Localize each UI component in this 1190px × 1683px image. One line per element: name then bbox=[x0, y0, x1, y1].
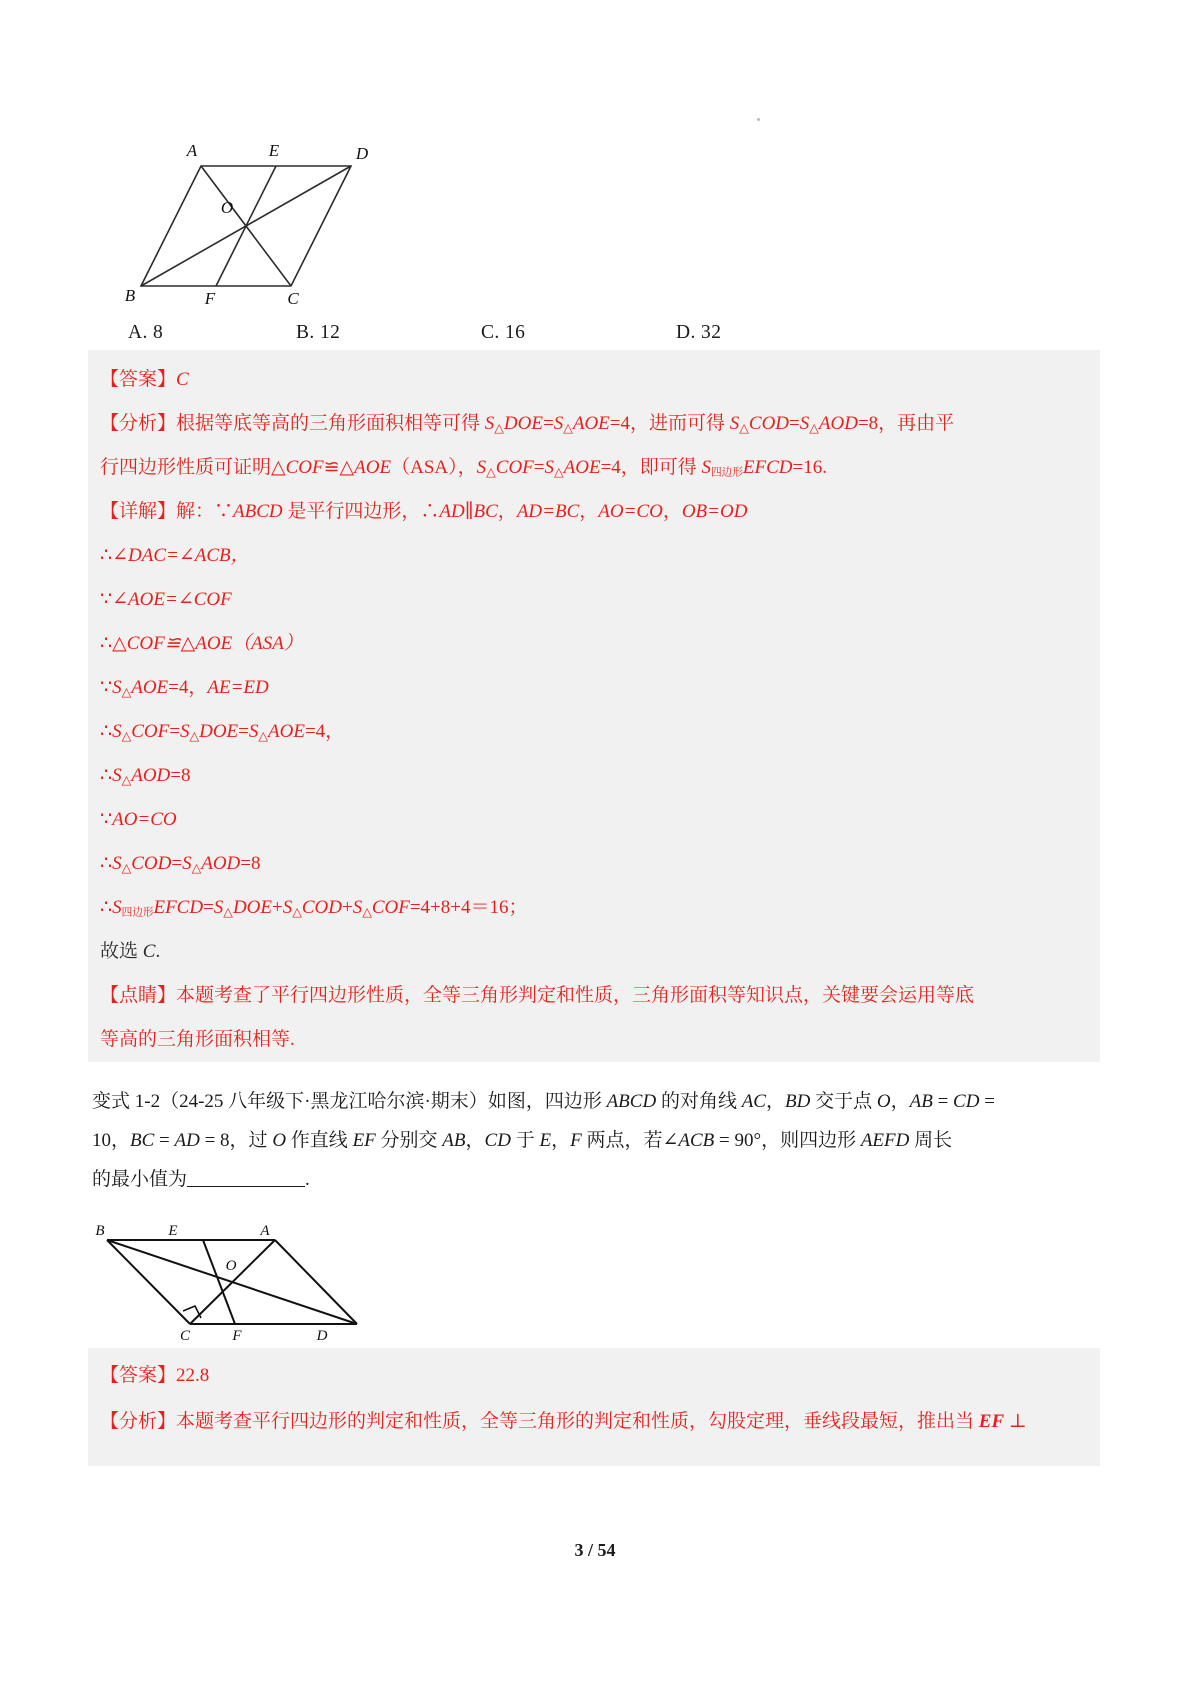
choice-c[interactable] bbox=[481, 322, 525, 344]
figure1-label-C: C bbox=[287, 289, 299, 306]
sym-name: AOE bbox=[572, 413, 610, 434]
sym-name: AOD bbox=[818, 413, 858, 434]
figure-parallelogram-abcd bbox=[96, 126, 396, 306]
sym-s: S bbox=[544, 457, 554, 478]
choice-d[interactable] bbox=[676, 322, 721, 344]
detail-line-1 bbox=[100, 500, 1088, 524]
sym-acb: ACB bbox=[678, 1130, 715, 1151]
statement-text: 如图，四边形 bbox=[487, 1091, 607, 1112]
sym-eq: =4，即可得 bbox=[600, 457, 702, 478]
sym-eq: =4+8+4＝16； bbox=[409, 897, 528, 918]
answer-blank[interactable] bbox=[187, 1169, 305, 1187]
side-ad bbox=[275, 1240, 357, 1324]
sym-plus: + bbox=[272, 897, 283, 918]
sym-sub: △ bbox=[223, 904, 233, 919]
sym-eq: = bbox=[789, 413, 800, 434]
sym-plus: + bbox=[341, 897, 353, 918]
analysis-line-2 bbox=[100, 1410, 1088, 1434]
sym-eq: = bbox=[533, 457, 545, 478]
sym-ae-eq-ed: AE=ED bbox=[207, 677, 269, 698]
statement-text: 10， bbox=[92, 1130, 131, 1151]
choice-b-value: 12 bbox=[319, 322, 341, 343]
insight-tag: 【点睛】 bbox=[100, 985, 177, 1006]
statement-sep: ， bbox=[465, 1130, 485, 1151]
therefore-symbol: ∴ bbox=[100, 853, 113, 874]
statement-text: 于 bbox=[510, 1130, 540, 1151]
sym-s: S bbox=[112, 853, 122, 874]
figure-2-svg bbox=[85, 1222, 405, 1342]
sym-name: AOD bbox=[201, 853, 241, 874]
statement-text: = 90°，则四边形 bbox=[714, 1130, 861, 1151]
statement-text: 交于点 bbox=[810, 1091, 877, 1112]
segment-ef bbox=[216, 166, 276, 286]
sym-name: DOE bbox=[199, 721, 239, 742]
figure1-label-E: E bbox=[268, 141, 280, 160]
step-line-5 bbox=[100, 676, 1088, 704]
choice-b[interactable] bbox=[296, 322, 340, 344]
statement-period: . bbox=[305, 1169, 310, 1190]
sym-cd: CD bbox=[953, 1091, 980, 1112]
analysis-text-2: 行四边形性质可证明△ bbox=[100, 457, 286, 478]
sym-eq: =4，进而可得 bbox=[609, 413, 730, 434]
sym-sub-cn: 四边形 bbox=[121, 907, 154, 919]
statement-text: 周长 bbox=[909, 1130, 953, 1151]
sym-sub: △ bbox=[121, 684, 132, 699]
sym-ad-eq-bc: AD=BC bbox=[516, 501, 580, 522]
sym-sub: △ bbox=[494, 420, 504, 435]
sym-eq: = bbox=[238, 721, 249, 742]
sym-abcd: ABCD bbox=[606, 1091, 657, 1112]
statement-text: 分别交 bbox=[375, 1130, 443, 1151]
sym-name: AOD bbox=[131, 765, 171, 786]
analysis-tag-1: 【分析】 bbox=[100, 413, 177, 434]
sym-eq: = bbox=[542, 413, 554, 434]
sym-cong: ≌△ bbox=[323, 457, 355, 478]
therefore-symbol: ∴ bbox=[100, 721, 113, 742]
sym-s: S bbox=[352, 897, 363, 918]
answer-value-1: C bbox=[176, 369, 189, 390]
statement-line-1 bbox=[92, 1082, 1100, 1121]
sym-o: O bbox=[876, 1091, 891, 1112]
sym-bd: BD bbox=[785, 1091, 811, 1112]
analysis-text-2a: 本题考查平行四边形的判定和性质，全等三角形的判定和性质，勾股定理，垂线段最短，推出当 bbox=[176, 1411, 979, 1432]
step-4-body: △COF≌△AOE bbox=[112, 633, 233, 654]
sym-eq: =16. bbox=[792, 457, 827, 478]
sym-sub: △ bbox=[121, 728, 132, 743]
statement-sep: ， bbox=[765, 1091, 785, 1112]
sym-sub: △ bbox=[121, 860, 132, 875]
statement-eq: = bbox=[154, 1130, 175, 1151]
sym-sub: △ bbox=[121, 772, 132, 787]
sym-bc: BC bbox=[130, 1130, 155, 1151]
statement-eq: = bbox=[979, 1091, 995, 1112]
detail-sep: ， bbox=[579, 501, 599, 522]
insight-text-1: 本题考查了平行四边形性质，全等三角形判定和性质，三角形面积等知识点，关键要会运用等底 bbox=[176, 985, 975, 1006]
sym-sub: △ bbox=[563, 420, 573, 435]
sym-abcd: ABCD bbox=[233, 501, 283, 522]
statement-text: 的最小值为 bbox=[92, 1169, 188, 1190]
step-line-10 bbox=[100, 896, 1088, 926]
sym-ad-par-bc: AD∥BC bbox=[439, 501, 498, 522]
statement-source: （24-25 八年级下·黑龙江哈尔滨·期末） bbox=[160, 1091, 488, 1112]
sym-name: AOE bbox=[563, 457, 601, 478]
sym-s: S bbox=[729, 413, 740, 434]
sym-name: COD bbox=[301, 897, 342, 918]
diagonal-ac bbox=[190, 1240, 275, 1324]
answer-line-2 bbox=[100, 1364, 1088, 1388]
therefore-symbol: ∴ bbox=[100, 633, 113, 654]
sym-ad: AD bbox=[174, 1130, 200, 1151]
answer-tag-2: 【答案】 bbox=[100, 1365, 177, 1386]
answer-tag-1: 【答案】 bbox=[100, 369, 177, 390]
choice-d-letter: D. bbox=[676, 322, 696, 343]
sym-sub: △ bbox=[189, 728, 200, 743]
sym-sub: △ bbox=[362, 904, 372, 919]
side-bc bbox=[107, 1240, 190, 1324]
sym-e: E bbox=[539, 1130, 552, 1151]
figure-1-svg bbox=[96, 126, 396, 306]
sym-ao-eq-co: AO=CO bbox=[598, 501, 663, 522]
statement-line-3 bbox=[92, 1160, 1100, 1199]
choice-b-letter: B. bbox=[296, 322, 315, 343]
step-3-body: ∠AOE=∠COF bbox=[112, 589, 232, 610]
step-line-2 bbox=[100, 544, 1088, 568]
sym-o: O bbox=[272, 1130, 287, 1151]
step-line-6 bbox=[100, 720, 1088, 748]
sym-name: COD bbox=[131, 853, 172, 874]
conclusion-line bbox=[100, 940, 1088, 964]
solution-panel-2 bbox=[88, 1348, 1100, 1466]
sym-f: F bbox=[570, 1130, 582, 1151]
choice-c-value: 16 bbox=[504, 322, 526, 343]
step-line-8 bbox=[100, 808, 1088, 832]
sym-s: S bbox=[282, 897, 293, 918]
sym-ab: AB bbox=[909, 1091, 933, 1112]
sym-name: AOE bbox=[131, 677, 169, 698]
sym-s: S bbox=[701, 457, 712, 478]
sym-s: S bbox=[112, 897, 122, 918]
sym-ef: EF bbox=[978, 1411, 1005, 1432]
figure-quadrilateral-abcd bbox=[85, 1222, 405, 1342]
conclusion-prefix: 故选 bbox=[100, 941, 143, 962]
choice-d-value: 32 bbox=[701, 322, 722, 343]
sym-s: S bbox=[799, 413, 810, 434]
step-4-asa: （ASA） bbox=[232, 633, 303, 654]
sym-name: DOE bbox=[503, 413, 543, 434]
sym-eq: = bbox=[203, 897, 214, 918]
step-2-body: ∠DAC=∠ACB， bbox=[112, 545, 250, 566]
sym-eq: =4， bbox=[304, 721, 345, 742]
sym-name: DOE bbox=[232, 897, 272, 918]
answer-choices-row bbox=[128, 322, 1088, 350]
sym-aefd: AEFD bbox=[860, 1130, 910, 1151]
detail-tag: 【详解】 bbox=[100, 501, 177, 522]
answer-value-2: 22.8 bbox=[176, 1365, 210, 1386]
sym-efcd: EFCD bbox=[742, 457, 793, 478]
sym-eq: =8，再由平 bbox=[857, 413, 955, 434]
figure2-label-O: O bbox=[225, 1258, 237, 1274]
sym-s: S bbox=[112, 677, 122, 698]
stray-dot-artifact bbox=[757, 118, 760, 121]
sym-aoe: AOE bbox=[354, 457, 392, 478]
statement-eq: = bbox=[932, 1091, 954, 1112]
figure1-label-A: A bbox=[186, 141, 198, 160]
therefore-symbol: ∴ bbox=[100, 897, 113, 918]
sym-s: S bbox=[553, 413, 564, 434]
sym-eq: =8 bbox=[240, 853, 261, 874]
figure1-label-D: D bbox=[355, 144, 369, 163]
figure2-label-E: E bbox=[168, 1223, 178, 1239]
insight-line-1 bbox=[100, 984, 1088, 1008]
sym-eq: = bbox=[169, 721, 180, 742]
sym-ab: AB bbox=[442, 1130, 466, 1151]
sym-cof: COF bbox=[285, 457, 324, 478]
detail-sep: ， bbox=[497, 501, 517, 522]
therefore-symbol: ∴ bbox=[100, 545, 113, 566]
sym-s: S bbox=[112, 765, 122, 786]
step-line-3 bbox=[100, 588, 1088, 612]
sym-ef: EF bbox=[352, 1130, 376, 1151]
sym-sub: △ bbox=[191, 860, 202, 875]
because-symbol: ∵ bbox=[100, 677, 113, 698]
figure1-label-F: F bbox=[204, 289, 216, 306]
choice-c-letter: C. bbox=[481, 322, 500, 343]
sym-sub: △ bbox=[739, 420, 749, 435]
figure2-label-D: D bbox=[316, 1328, 328, 1342]
insight-line-2 bbox=[100, 1028, 1088, 1052]
choice-a-letter: A. bbox=[128, 322, 148, 343]
sym-s: S bbox=[213, 897, 224, 918]
statement-prefix: 变式 1-2 bbox=[92, 1091, 161, 1112]
conclusion-answer: C bbox=[142, 941, 156, 962]
conclusion-period: . bbox=[155, 941, 161, 962]
analysis-perp: ⊥ bbox=[1004, 1411, 1027, 1432]
statement-text: = 8，过 bbox=[199, 1130, 273, 1151]
choice-a-value: 8 bbox=[153, 322, 164, 343]
sym-ac: AC bbox=[741, 1091, 766, 1112]
analysis-tag-2: 【分析】 bbox=[100, 1411, 177, 1432]
sym-sub: △ bbox=[292, 904, 302, 919]
solution-panel-1 bbox=[88, 350, 1100, 1062]
sym-asa: （ASA）， bbox=[391, 457, 477, 478]
sym-name: AOE bbox=[268, 721, 305, 742]
statement-text: 作直线 bbox=[286, 1130, 353, 1151]
page-number: 3 / 54 bbox=[574, 1540, 616, 1560]
sym-s: S bbox=[182, 853, 192, 874]
statement-sep: ， bbox=[890, 1091, 910, 1112]
statement-sep: ， bbox=[551, 1130, 571, 1151]
sym-name: COF bbox=[131, 721, 170, 742]
sym-cd: CD bbox=[484, 1130, 511, 1151]
detail-text: 解：∵ bbox=[176, 501, 234, 522]
sym-sub-cn: 四边形 bbox=[711, 467, 743, 479]
sym-name: COF bbox=[371, 897, 410, 918]
statement-text: 两点，若∠ bbox=[581, 1130, 679, 1151]
statement-line-2 bbox=[92, 1121, 1100, 1160]
sym-s: S bbox=[248, 721, 259, 742]
sym-s: S bbox=[484, 413, 495, 434]
statement-text: 的对角线 bbox=[656, 1091, 742, 1112]
therefore-symbol: ∴ bbox=[100, 765, 113, 786]
because-symbol: ∵ bbox=[100, 809, 113, 830]
page-footer bbox=[0, 1540, 1190, 1561]
sym-sub: △ bbox=[486, 464, 496, 479]
figure2-label-F: F bbox=[232, 1328, 242, 1342]
sym-sub: △ bbox=[809, 420, 819, 435]
because-symbol: ∵ bbox=[100, 589, 113, 610]
problem-statement-2 bbox=[92, 1082, 1100, 1199]
sym-ob-eq-od: OB=OD bbox=[681, 501, 748, 522]
sym-eq: = bbox=[171, 853, 183, 874]
sym-s: S bbox=[112, 721, 122, 742]
analysis-line-1a bbox=[100, 412, 1088, 440]
sym-eq: =8 bbox=[170, 765, 191, 786]
sym-efcd: EFCD bbox=[153, 897, 204, 918]
figure2-label-C: C bbox=[179, 1328, 191, 1342]
answer-line-1 bbox=[100, 368, 1088, 392]
analysis-text-1: 根据等底等高的三角形面积相等可得 bbox=[176, 413, 485, 434]
figure2-label-B: B bbox=[95, 1223, 105, 1239]
choice-a[interactable] bbox=[128, 322, 163, 344]
figure1-label-B: B bbox=[124, 286, 136, 305]
sym-sub: △ bbox=[258, 728, 269, 743]
figure1-label-O: O bbox=[220, 198, 234, 217]
analysis-line-1b bbox=[100, 456, 1088, 486]
sym-name: COF bbox=[495, 457, 534, 478]
sym-sub: △ bbox=[553, 464, 564, 479]
sym-s: S bbox=[179, 721, 190, 742]
step-line-9 bbox=[100, 852, 1088, 880]
step-8-body: AO=CO bbox=[112, 809, 177, 830]
sym-name: COD bbox=[748, 413, 790, 434]
step-line-4 bbox=[100, 632, 1088, 656]
detail-sep: ， bbox=[662, 501, 682, 522]
sym-eq: =4， bbox=[168, 677, 208, 698]
figure2-label-A: A bbox=[260, 1223, 270, 1239]
detail-text: 是平行四边形，∴ bbox=[282, 501, 440, 522]
step-line-7 bbox=[100, 764, 1088, 792]
insight-text-2: 等高的三角形面积相等. bbox=[100, 1029, 295, 1050]
sym-s: S bbox=[476, 457, 487, 478]
